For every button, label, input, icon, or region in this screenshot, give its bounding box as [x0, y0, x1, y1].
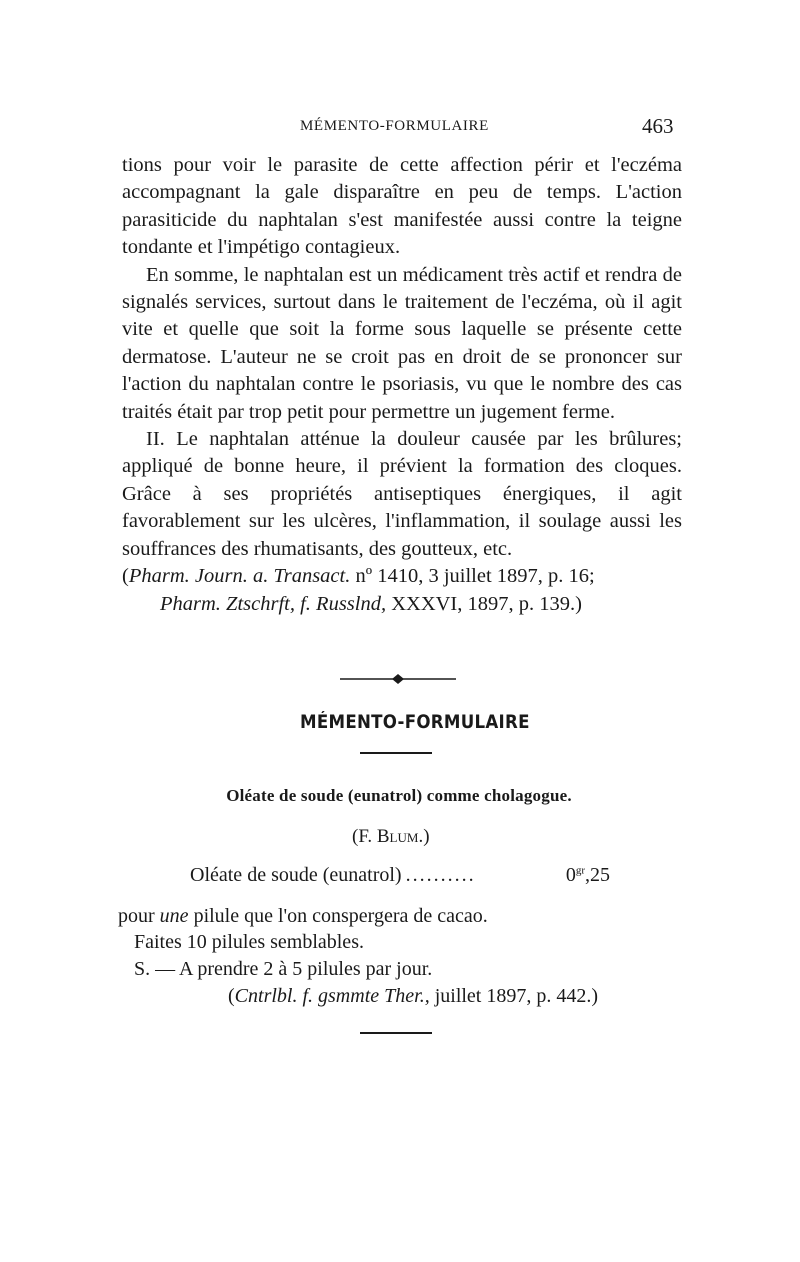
formula-source: (Cntrlbl. f. gsmmte Ther., juillet 1897, p. 442.)	[228, 985, 599, 1007]
ornament-divider	[340, 672, 456, 686]
section-rule	[360, 752, 432, 754]
ingredient-line	[190, 864, 610, 887]
ref1-details: nº 1410, 3 juillet 1897, p. 16;	[350, 565, 595, 588]
author-close: .)	[418, 826, 430, 847]
ref2-details: XXXVI, 1897, p. 139.)	[386, 592, 582, 615]
instruction-pill: pour une pilule que l'on conspergera de cacao.	[118, 905, 488, 927]
instruction-count: Faites 10 pilules semblables.	[134, 931, 364, 953]
ref2-journal: Pharm. Ztschrft, f. Russlnd,	[160, 592, 387, 615]
paragraph-2: En somme, le naphtalan est un médicament très actif et rendra de signalés services, surtout dans le traitement de l'eczéma, où il agit vite et quelle que soit la forme sous laquelle se présente cette dermatose. L'auteur ne se croit pas en droit de se prononcer sur l'action du naphtalan contre le psoriasis, vu que le nombre des cas traités était par trop petit pour permettre un jugement ferme.	[122, 263, 682, 423]
author-name: Blum	[376, 826, 419, 847]
ref1-paren: (	[122, 565, 129, 588]
formula-title: Oléate de soude (eunatrol) comme cholagogue.	[226, 786, 572, 805]
instruction-dose: S. — A prendre 2 à 5 pilules par jour.	[134, 958, 433, 980]
reference-line-2	[122, 591, 682, 618]
author-open: (F.	[352, 826, 377, 847]
paragraph-1: tions pour voir le parasite de cette affection périr et l'eczéma accompagnant la gale disparaître en peu de temps. L'action parasiticide du naphtalan s'est manifestée aussi contre la teigne tondante et l'impétigo contagieux.	[122, 154, 682, 259]
running-title: MÉMENTO-FORMULAIRE	[300, 118, 489, 134]
page-number: 463	[642, 114, 674, 138]
ingredient-quantity: $0^{gr},25$	[565, 864, 610, 886]
reference-line-1	[122, 563, 682, 590]
formula-author	[352, 826, 430, 848]
leader-dots: ..........	[405, 864, 476, 886]
page-header	[0, 116, 800, 144]
end-rule	[360, 1032, 432, 1034]
paragraph-3: II. Le naphtalan atténue la douleur causée par les brûlures; appliqué de bonne heure, il prévient la formation des cloques. Grâce à ses propriétés antiseptiques énergiques, il agit favorablement sur les ulcères, l'inflammation, il soulage aussi les souffrances des rhumatisants, des goutteux, etc.	[122, 428, 682, 560]
body-text	[122, 152, 682, 618]
section-title: MÉMENTO-FORMULAIRE	[300, 712, 530, 733]
ref1-journal: Pharm. Journ. a. Transact.	[128, 565, 351, 588]
ingredient-name: Oléate de soude (eunatrol)	[190, 864, 402, 886]
